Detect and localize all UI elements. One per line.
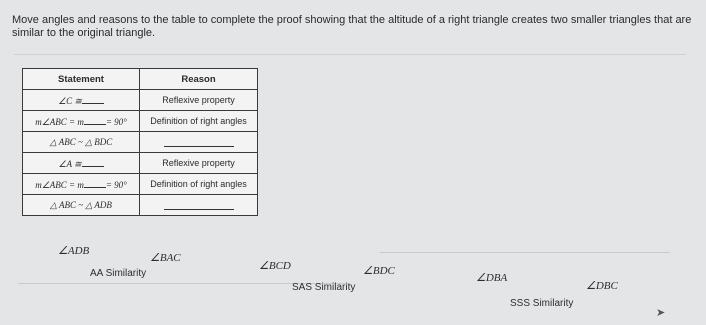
statement-cell — [23, 90, 140, 111]
reason-cell: Reflexive property — [140, 90, 258, 111]
tile-sss-similarity[interactable]: SSS Similarity — [510, 298, 574, 309]
statement-suffix: = 90° — [105, 116, 127, 127]
reason-cell: Reflexive property — [140, 153, 258, 174]
proof-table — [22, 68, 258, 216]
tile-angle-bac[interactable]: ∠BAC — [150, 252, 181, 264]
reason-cell: Definition of right angles — [140, 174, 258, 195]
pointer-arrow-icon: ➤ — [656, 307, 666, 319]
statement-cell — [23, 174, 140, 195]
proof-row — [23, 195, 258, 216]
proof-row — [23, 111, 258, 132]
tile-angle-adb[interactable]: ∠ADB — [58, 245, 90, 257]
statement-header: Statement — [23, 69, 140, 90]
reason-drop-target[interactable] — [164, 199, 234, 210]
statement-drop-target[interactable] — [82, 94, 104, 104]
reason-cell[interactable] — [140, 132, 258, 153]
statement-cell — [23, 195, 140, 216]
tile-angle-bdc[interactable]: ∠BDC — [363, 265, 395, 277]
statement-text: m∠ABC = m — [35, 179, 84, 190]
reason-header: Reason — [140, 69, 258, 90]
tile-angle-dbc[interactable]: ∠DBC — [586, 280, 618, 292]
divider — [380, 252, 670, 253]
proof-row — [23, 153, 258, 174]
statement-text: ∠A ≅ — [58, 158, 82, 169]
statement-suffix: = 90° — [105, 179, 127, 190]
statement-drop-target[interactable] — [84, 178, 106, 188]
statement-text: △ ABC ~ △ BDC — [49, 136, 113, 147]
reason-cell[interactable] — [140, 195, 258, 216]
statement-text: m∠ABC = m — [35, 116, 84, 127]
statement-text: △ ABC ~ △ ADB — [50, 199, 112, 210]
statement-cell — [23, 132, 140, 153]
statement-drop-target[interactable] — [82, 157, 104, 167]
statement-cell — [23, 153, 140, 174]
statement-text: ∠C ≅ — [58, 95, 82, 106]
statement-drop-target[interactable] — [84, 115, 106, 125]
tile-angle-bcd[interactable]: ∠BCD — [259, 260, 291, 272]
reason-drop-target[interactable] — [164, 136, 234, 147]
tile-sas-similarity[interactable]: SAS Similarity — [292, 282, 356, 293]
tile-aa-similarity[interactable]: AA Similarity — [90, 268, 147, 279]
tile-angle-dba[interactable]: ∠DBA — [476, 272, 508, 284]
instructions: Move angles and reasons to the table to complete the proof showing that the altitude of a right triangle creates two smaller triangles that are similar to the original triangle. — [12, 14, 692, 39]
proof-row — [23, 174, 258, 195]
proof-row — [23, 90, 258, 111]
statement-cell — [23, 111, 140, 132]
reason-cell: Definition of right angles — [140, 111, 258, 132]
proof-row — [23, 132, 258, 153]
